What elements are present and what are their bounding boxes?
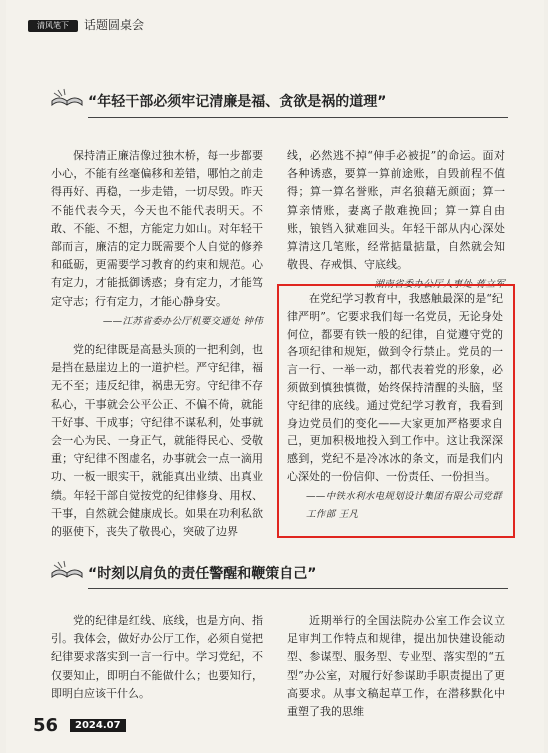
highlight-signature: ——中铁水利水电规划设计集团有限公司党群工作部 王凡: [306, 490, 503, 520]
section-1-rule: [88, 117, 508, 118]
open-book-icon: [50, 559, 84, 581]
section-2-title: “时刻以肩负的责任警醒和鞭策自己”: [88, 566, 317, 582]
open-book-icon: [50, 87, 84, 109]
column-title: 话题圆桌会: [84, 18, 145, 32]
right-column: [287, 147, 505, 295]
section-1-title: “年轻干部必须牢记清廉是福、贪欲是祸的道理”: [88, 94, 387, 110]
column-badge: 清风笔下: [28, 20, 78, 32]
section-2-rule: [88, 588, 508, 589]
issue-date: 2024.07: [70, 719, 126, 732]
section-2-left-column: [51, 612, 263, 703]
highlight-text: [287, 290, 503, 523]
paragraph: 近期举行的全国法院办公室工作会议立足审判工作特点和规律，提出加快建设能动型、参谋型、服务型、专业型、落实型的“五型”办公室，对履行好参谋助手职责提出了更高要求。从事文稿起草工作，在潜移默化中重塑了我的思维: [287, 614, 505, 719]
paragraph: 线，必然逃不掉“伸手必被捉”的命运。面对各种诱惑，要算一算前途账，自毁前程不值得；算一算名誉账，声名狼藉无颜面；算一算亲情账，妻离子散难挽回；算一算自由账，锒铛入狱难回头。年轻干部从内心深处算清这几笔账，经常掂量掂量，自然就会知敬畏、存戒惧、守底线。: [287, 149, 505, 272]
paragraph: 党的纪律既是高悬头顶的一把利剑，也是挡在悬崖边上的一道护栏。严守纪律，福无不至；违反纪律，祸患无穷。守纪律不存私心，干事就会公平公正、不偏不倚，就能干好事、干成事；守纪律不谋私利，处事就会一心为民、一身正气，就能得民心、受敬重；守纪律不图虚名，办事就会一点一滴用功、一板一眼实干，就能真出业绩、出真业绩。年轻干部自觉按党的纪律修身、用权、干事，自然就会健康成长。如果在功利私欲的驱使下，丧失了敬畏心，突破了边界: [51, 343, 263, 539]
left-column: [51, 147, 263, 541]
section-2-right-column: [287, 612, 505, 721]
highlight-paragraph: 在党纪学习教育中，我感触最深的是“纪律严明”。它要求我们每一名党员，无论身处何位，都要有铁一般的纪律，自觉遵守党的各项纪律和规矩，做到令行禁止。党员的一言一行、一举一动，都代表着党的形象，必须做到慎独慎微，始终保持清醒的头脑，坚守纪律的底线。通过党纪学习教育，我看到身边党员们的变化——大家更加严格要求自己，更加积极地投入到工作中。这让我深深感到，党纪不是冷冰冰的条文，而是我们内心深处的一份信仰、一份责任、一份担当。: [287, 292, 503, 483]
page-header: [0, 14, 548, 38]
author-signature: ——江苏省委办公厅机要交通处 钟伟: [102, 315, 263, 327]
author-signature: ——湖南省委办公厅人事处 蒋立军: [354, 279, 505, 291]
page-number: 56: [33, 715, 59, 736]
paragraph: 保持清正廉洁像过独木桥，每一步都要小心，不能有丝毫偏移和差错，哪怕之前走得再好、再稳，一步走错，一切尽毁。昨天不能代表今天，今天也不能代表明天。不敢、不能、不想，方能定力如山。对年轻干部而言，廉洁的定力既需要个人自觉的修养和砥砺，更需要学习教育的约束和规范。心有定力，才能抵御诱惑；身有定力，才能笃定守志；行有定力，才能心静身安。: [51, 149, 263, 308]
paragraph: 党的纪律是红线、底线，也是方向、指引。我体会，做好办公厅工作，必须自觉把纪律要求落实到一言一行中。学习党纪，不仅要知止，即明白不能做什么；也要知行，即明白应该干什么。: [51, 614, 263, 700]
section-heading-1: [50, 91, 510, 111]
section-heading-2: [50, 563, 510, 583]
